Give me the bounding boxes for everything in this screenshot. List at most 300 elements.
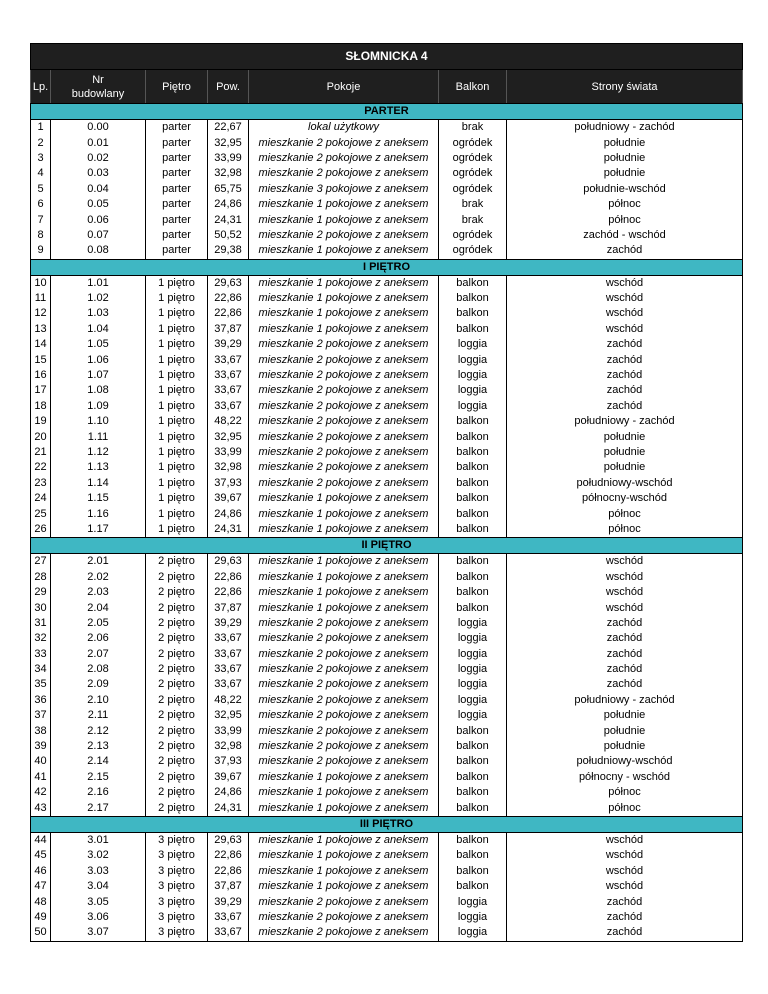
nr-budowlany-cell: 2.08 bbox=[51, 662, 146, 677]
pokoje-cell: mieszkanie 2 pokojowe z aneksem bbox=[249, 151, 439, 166]
strony-swiata-cell: zachód bbox=[507, 677, 743, 692]
pietro-cell: 3 piętro bbox=[146, 910, 208, 925]
nr-budowlany-cell: 1.06 bbox=[51, 352, 146, 367]
strony-swiata-cell: zachód - wschód bbox=[507, 228, 743, 243]
strony-swiata-cell: północ bbox=[507, 522, 743, 538]
nr-budowlany-cell: 2.10 bbox=[51, 693, 146, 708]
pokoje-cell: mieszkanie 2 pokojowe z aneksem bbox=[249, 894, 439, 909]
pow-cell: 39,29 bbox=[208, 616, 249, 631]
table-row bbox=[31, 616, 743, 631]
table-row bbox=[31, 693, 743, 708]
pietro-cell: 2 piętro bbox=[146, 785, 208, 800]
nr-budowlany-cell: 1.15 bbox=[51, 491, 146, 506]
strony-swiata-cell: południowy - zachód bbox=[507, 693, 743, 708]
strony-swiata-cell: południe bbox=[507, 429, 743, 444]
balkon-cell: ogródek bbox=[439, 228, 507, 243]
lp-cell: 2 bbox=[31, 135, 51, 150]
nr-budowlany-cell: 1.17 bbox=[51, 522, 146, 538]
pietro-cell: 1 piętro bbox=[146, 414, 208, 429]
pietro-cell: parter bbox=[146, 182, 208, 197]
pow-cell: 29,63 bbox=[208, 554, 249, 570]
balkon-cell: ogródek bbox=[439, 243, 507, 259]
strony-swiata-cell: południowy - zachód bbox=[507, 414, 743, 429]
nr-budowlany-cell: 2.13 bbox=[51, 739, 146, 754]
pietro-cell: 2 piętro bbox=[146, 600, 208, 615]
pow-cell: 32,95 bbox=[208, 135, 249, 150]
section-title: PARTER bbox=[31, 104, 743, 120]
header-nr-budowlany: Nr budowlany bbox=[51, 70, 146, 104]
nr-budowlany-cell: 1.14 bbox=[51, 476, 146, 491]
nr-budowlany-cell: 0.08 bbox=[51, 243, 146, 259]
lp-cell: 1 bbox=[31, 120, 51, 136]
table-row bbox=[31, 491, 743, 506]
nr-budowlany-cell: 1.12 bbox=[51, 445, 146, 460]
pietro-cell: 1 piętro bbox=[146, 306, 208, 321]
table-row bbox=[31, 785, 743, 800]
nr-budowlany-cell: 2.03 bbox=[51, 585, 146, 600]
pokoje-cell: mieszkanie 3 pokojowe z aneksem bbox=[249, 182, 439, 197]
balkon-cell: loggia bbox=[439, 352, 507, 367]
table-row bbox=[31, 647, 743, 662]
lp-cell: 5 bbox=[31, 182, 51, 197]
table-row bbox=[31, 677, 743, 692]
pietro-cell: 1 piętro bbox=[146, 522, 208, 538]
balkon-cell: loggia bbox=[439, 925, 507, 941]
pow-cell: 32,98 bbox=[208, 460, 249, 475]
balkon-cell: balkon bbox=[439, 429, 507, 444]
strony-swiata-cell: północ bbox=[507, 506, 743, 521]
nr-budowlany-cell: 0.00 bbox=[51, 120, 146, 136]
strony-swiata-cell: południe bbox=[507, 739, 743, 754]
table-row bbox=[31, 708, 743, 723]
pokoje-cell: mieszkanie 2 pokojowe z aneksem bbox=[249, 135, 439, 150]
balkon-cell: loggia bbox=[439, 337, 507, 352]
nr-budowlany-cell: 2.16 bbox=[51, 785, 146, 800]
strony-swiata-cell: wschód bbox=[507, 306, 743, 321]
balkon-cell: balkon bbox=[439, 506, 507, 521]
balkon-cell: loggia bbox=[439, 399, 507, 414]
lp-cell: 27 bbox=[31, 554, 51, 570]
pow-cell: 22,86 bbox=[208, 306, 249, 321]
pow-cell: 22,86 bbox=[208, 848, 249, 863]
strony-swiata-cell: zachód bbox=[507, 910, 743, 925]
balkon-cell: balkon bbox=[439, 800, 507, 816]
lp-cell: 21 bbox=[31, 445, 51, 460]
nr-budowlany-cell: 2.05 bbox=[51, 616, 146, 631]
balkon-cell: loggia bbox=[439, 368, 507, 383]
lp-cell: 10 bbox=[31, 275, 51, 291]
lp-cell: 25 bbox=[31, 506, 51, 521]
pow-cell: 37,87 bbox=[208, 600, 249, 615]
strony-swiata-cell: południe bbox=[507, 135, 743, 150]
table-row bbox=[31, 585, 743, 600]
nr-budowlany-cell: 1.03 bbox=[51, 306, 146, 321]
strony-swiata-cell: południowy-wschód bbox=[507, 754, 743, 769]
nr-budowlany-cell: 1.04 bbox=[51, 322, 146, 337]
strony-swiata-cell: północ bbox=[507, 800, 743, 816]
table-row bbox=[31, 864, 743, 879]
pow-cell: 32,95 bbox=[208, 429, 249, 444]
strony-swiata-cell: południowy - zachód bbox=[507, 120, 743, 136]
pokoje-cell: mieszkanie 1 pokojowe z aneksem bbox=[249, 864, 439, 879]
lp-cell: 24 bbox=[31, 491, 51, 506]
pow-cell: 24,31 bbox=[208, 800, 249, 816]
lp-cell: 3 bbox=[31, 151, 51, 166]
nr-budowlany-cell: 0.04 bbox=[51, 182, 146, 197]
header-row bbox=[31, 70, 743, 104]
balkon-cell: balkon bbox=[439, 491, 507, 506]
strony-swiata-cell: zachód bbox=[507, 243, 743, 259]
pow-cell: 29,38 bbox=[208, 243, 249, 259]
strony-swiata-cell: wschód bbox=[507, 291, 743, 306]
nr-budowlany-cell: 0.05 bbox=[51, 197, 146, 212]
balkon-cell: loggia bbox=[439, 894, 507, 909]
nr-budowlany-cell: 0.03 bbox=[51, 166, 146, 181]
pokoje-cell: mieszkanie 1 pokojowe z aneksem bbox=[249, 785, 439, 800]
lp-cell: 32 bbox=[31, 631, 51, 646]
pietro-cell: parter bbox=[146, 197, 208, 212]
pietro-cell: 3 piętro bbox=[146, 879, 208, 894]
strony-swiata-cell: południe bbox=[507, 166, 743, 181]
pokoje-cell: mieszkanie 1 pokojowe z aneksem bbox=[249, 306, 439, 321]
pietro-cell: 1 piętro bbox=[146, 275, 208, 291]
table-row bbox=[31, 368, 743, 383]
nr-budowlany-cell: 0.06 bbox=[51, 212, 146, 227]
nr-budowlany-cell: 1.16 bbox=[51, 506, 146, 521]
strony-swiata-cell: zachód bbox=[507, 337, 743, 352]
lp-cell: 16 bbox=[31, 368, 51, 383]
table-row bbox=[31, 460, 743, 475]
pow-cell: 33,67 bbox=[208, 647, 249, 662]
pow-cell: 50,52 bbox=[208, 228, 249, 243]
header-strony-swiata: Strony świata bbox=[507, 70, 743, 104]
pow-cell: 24,86 bbox=[208, 785, 249, 800]
nr-budowlany-cell: 2.06 bbox=[51, 631, 146, 646]
lp-cell: 42 bbox=[31, 785, 51, 800]
strony-swiata-cell: zachód bbox=[507, 925, 743, 941]
balkon-cell: loggia bbox=[439, 677, 507, 692]
lp-cell: 12 bbox=[31, 306, 51, 321]
lp-cell: 35 bbox=[31, 677, 51, 692]
table-row bbox=[31, 166, 743, 181]
nr-budowlany-cell: 3.05 bbox=[51, 894, 146, 909]
pow-cell: 22,86 bbox=[208, 864, 249, 879]
pietro-cell: 3 piętro bbox=[146, 894, 208, 909]
table-row bbox=[31, 322, 743, 337]
pokoje-cell: mieszkanie 1 pokojowe z aneksem bbox=[249, 491, 439, 506]
balkon-cell: loggia bbox=[439, 693, 507, 708]
balkon-cell: balkon bbox=[439, 723, 507, 738]
strony-swiata-cell: północny - wschód bbox=[507, 770, 743, 785]
nr-budowlany-cell: 2.01 bbox=[51, 554, 146, 570]
lp-cell: 46 bbox=[31, 864, 51, 879]
pokoje-cell: mieszkanie 2 pokojowe z aneksem bbox=[249, 166, 439, 181]
balkon-cell: brak bbox=[439, 120, 507, 136]
lp-cell: 43 bbox=[31, 800, 51, 816]
strony-swiata-cell: zachód bbox=[507, 647, 743, 662]
pokoje-cell: mieszkanie 1 pokojowe z aneksem bbox=[249, 506, 439, 521]
strony-swiata-cell: wschód bbox=[507, 600, 743, 615]
table-row bbox=[31, 739, 743, 754]
nr-budowlany-cell: 1.10 bbox=[51, 414, 146, 429]
lp-cell: 20 bbox=[31, 429, 51, 444]
lp-cell: 18 bbox=[31, 399, 51, 414]
pietro-cell: 1 piętro bbox=[146, 460, 208, 475]
balkon-cell: balkon bbox=[439, 770, 507, 785]
nr-budowlany-cell: 0.07 bbox=[51, 228, 146, 243]
lp-cell: 34 bbox=[31, 662, 51, 677]
strony-swiata-cell: zachód bbox=[507, 352, 743, 367]
pow-cell: 24,86 bbox=[208, 197, 249, 212]
pietro-cell: 3 piętro bbox=[146, 832, 208, 848]
pokoje-cell: mieszkanie 1 pokojowe z aneksem bbox=[249, 275, 439, 291]
lp-cell: 49 bbox=[31, 910, 51, 925]
pokoje-cell: mieszkanie 2 pokojowe z aneksem bbox=[249, 662, 439, 677]
document bbox=[30, 43, 742, 942]
pietro-cell: 2 piętro bbox=[146, 693, 208, 708]
nr-budowlany-cell: 2.12 bbox=[51, 723, 146, 738]
lp-cell: 45 bbox=[31, 848, 51, 863]
balkon-cell: ogródek bbox=[439, 135, 507, 150]
table-row bbox=[31, 770, 743, 785]
table-row bbox=[31, 476, 743, 491]
pow-cell: 37,93 bbox=[208, 476, 249, 491]
table-row bbox=[31, 212, 743, 227]
pietro-cell: 2 piętro bbox=[146, 647, 208, 662]
pokoje-cell: mieszkanie 1 pokojowe z aneksem bbox=[249, 243, 439, 259]
balkon-cell: balkon bbox=[439, 785, 507, 800]
lp-cell: 44 bbox=[31, 832, 51, 848]
pow-cell: 39,67 bbox=[208, 491, 249, 506]
pokoje-cell: mieszkanie 1 pokojowe z aneksem bbox=[249, 770, 439, 785]
pow-cell: 33,67 bbox=[208, 399, 249, 414]
pokoje-cell: mieszkanie 2 pokojowe z aneksem bbox=[249, 677, 439, 692]
lp-cell: 31 bbox=[31, 616, 51, 631]
pow-cell: 65,75 bbox=[208, 182, 249, 197]
pokoje-cell: mieszkanie 2 pokojowe z aneksem bbox=[249, 910, 439, 925]
table-row bbox=[31, 848, 743, 863]
balkon-cell: loggia bbox=[439, 910, 507, 925]
pietro-cell: 1 piętro bbox=[146, 322, 208, 337]
section-header-row bbox=[31, 538, 743, 554]
lp-cell: 47 bbox=[31, 879, 51, 894]
table-row bbox=[31, 445, 743, 460]
pow-cell: 29,63 bbox=[208, 275, 249, 291]
pietro-cell: 3 piętro bbox=[146, 925, 208, 941]
table-row bbox=[31, 228, 743, 243]
pietro-cell: 3 piętro bbox=[146, 864, 208, 879]
nr-budowlany-cell: 2.17 bbox=[51, 800, 146, 816]
balkon-cell: balkon bbox=[439, 879, 507, 894]
pietro-cell: parter bbox=[146, 212, 208, 227]
pietro-cell: 2 piętro bbox=[146, 616, 208, 631]
table-row bbox=[31, 135, 743, 150]
balkon-cell: loggia bbox=[439, 647, 507, 662]
balkon-cell: balkon bbox=[439, 322, 507, 337]
pokoje-cell: mieszkanie 1 pokojowe z aneksem bbox=[249, 522, 439, 538]
pokoje-cell: mieszkanie 1 pokojowe z aneksem bbox=[249, 322, 439, 337]
pow-cell: 33,67 bbox=[208, 368, 249, 383]
pow-cell: 24,86 bbox=[208, 506, 249, 521]
lp-cell: 15 bbox=[31, 352, 51, 367]
pow-cell: 32,98 bbox=[208, 166, 249, 181]
apartments-table bbox=[30, 43, 743, 942]
nr-budowlany-cell: 2.15 bbox=[51, 770, 146, 785]
table-row bbox=[31, 894, 743, 909]
pietro-cell: 1 piętro bbox=[146, 429, 208, 444]
strony-swiata-cell: południe-wschód bbox=[507, 182, 743, 197]
lp-cell: 33 bbox=[31, 647, 51, 662]
table-row bbox=[31, 243, 743, 259]
strony-swiata-cell: wschód bbox=[507, 864, 743, 879]
balkon-cell: balkon bbox=[439, 570, 507, 585]
pokoje-cell: mieszkanie 1 pokojowe z aneksem bbox=[249, 800, 439, 816]
pow-cell: 33,67 bbox=[208, 662, 249, 677]
table-row bbox=[31, 414, 743, 429]
nr-budowlany-cell: 3.04 bbox=[51, 879, 146, 894]
nr-budowlany-cell: 2.04 bbox=[51, 600, 146, 615]
pietro-cell: 2 piętro bbox=[146, 723, 208, 738]
pietro-cell: parter bbox=[146, 135, 208, 150]
balkon-cell: balkon bbox=[439, 306, 507, 321]
strony-swiata-cell: zachód bbox=[507, 631, 743, 646]
strony-swiata-cell: północ bbox=[507, 212, 743, 227]
table-row bbox=[31, 910, 743, 925]
pietro-cell: 2 piętro bbox=[146, 677, 208, 692]
balkon-cell: ogródek bbox=[439, 166, 507, 181]
table-row bbox=[31, 506, 743, 521]
table-title: SŁOMNICKA 4 bbox=[31, 44, 743, 70]
pietro-cell: 1 piętro bbox=[146, 399, 208, 414]
header-pokoje: Pokoje bbox=[249, 70, 439, 104]
strony-swiata-cell: południe bbox=[507, 708, 743, 723]
balkon-cell: balkon bbox=[439, 414, 507, 429]
table-row bbox=[31, 429, 743, 444]
pokoje-cell: mieszkanie 1 pokojowe z aneksem bbox=[249, 554, 439, 570]
nr-budowlany-cell: 3.06 bbox=[51, 910, 146, 925]
pietro-cell: 1 piętro bbox=[146, 337, 208, 352]
nr-budowlany-cell: 1.09 bbox=[51, 399, 146, 414]
pow-cell: 33,99 bbox=[208, 151, 249, 166]
pow-cell: 33,67 bbox=[208, 631, 249, 646]
table-row bbox=[31, 662, 743, 677]
pow-cell: 33,67 bbox=[208, 677, 249, 692]
table-row bbox=[31, 570, 743, 585]
pokoje-cell: mieszkanie 1 pokojowe z aneksem bbox=[249, 212, 439, 227]
table-row bbox=[31, 522, 743, 538]
lp-cell: 29 bbox=[31, 585, 51, 600]
table-row bbox=[31, 291, 743, 306]
pokoje-cell: mieszkanie 2 pokojowe z aneksem bbox=[249, 399, 439, 414]
balkon-cell: loggia bbox=[439, 631, 507, 646]
pokoje-cell: mieszkanie 1 pokojowe z aneksem bbox=[249, 848, 439, 863]
balkon-cell: balkon bbox=[439, 291, 507, 306]
pietro-cell: parter bbox=[146, 120, 208, 136]
pow-cell: 39,29 bbox=[208, 337, 249, 352]
pietro-cell: 2 piętro bbox=[146, 662, 208, 677]
lp-cell: 19 bbox=[31, 414, 51, 429]
table-row bbox=[31, 120, 743, 136]
pietro-cell: 2 piętro bbox=[146, 754, 208, 769]
strony-swiata-cell: wschód bbox=[507, 832, 743, 848]
nr-budowlany-cell: 3.03 bbox=[51, 864, 146, 879]
pow-cell: 22,86 bbox=[208, 291, 249, 306]
pokoje-cell: mieszkanie 2 pokojowe z aneksem bbox=[249, 352, 439, 367]
balkon-cell: balkon bbox=[439, 739, 507, 754]
table-row bbox=[31, 306, 743, 321]
pietro-cell: 2 piętro bbox=[146, 739, 208, 754]
nr-budowlany-cell: 0.02 bbox=[51, 151, 146, 166]
pietro-cell: 1 piętro bbox=[146, 506, 208, 521]
nr-budowlany-cell: 2.14 bbox=[51, 754, 146, 769]
balkon-cell: brak bbox=[439, 212, 507, 227]
section-header-row bbox=[31, 104, 743, 120]
strony-swiata-cell: zachód bbox=[507, 368, 743, 383]
table-row bbox=[31, 554, 743, 570]
table-row bbox=[31, 182, 743, 197]
balkon-cell: balkon bbox=[439, 460, 507, 475]
pietro-cell: 1 piętro bbox=[146, 352, 208, 367]
pietro-cell: parter bbox=[146, 228, 208, 243]
balkon-cell: balkon bbox=[439, 585, 507, 600]
nr-budowlany-cell: 3.01 bbox=[51, 832, 146, 848]
nr-budowlany-cell: 0.01 bbox=[51, 135, 146, 150]
strony-swiata-cell: północ bbox=[507, 785, 743, 800]
strony-swiata-cell: wschód bbox=[507, 275, 743, 291]
pokoje-cell: mieszkanie 1 pokojowe z aneksem bbox=[249, 879, 439, 894]
pietro-cell: parter bbox=[146, 243, 208, 259]
pow-cell: 33,67 bbox=[208, 925, 249, 941]
pokoje-cell: mieszkanie 1 pokojowe z aneksem bbox=[249, 585, 439, 600]
pietro-cell: 2 piętro bbox=[146, 770, 208, 785]
pietro-cell: 1 piętro bbox=[146, 476, 208, 491]
pietro-cell: 2 piętro bbox=[146, 585, 208, 600]
pokoje-cell: mieszkanie 1 pokojowe z aneksem bbox=[249, 832, 439, 848]
nr-budowlany-cell: 3.07 bbox=[51, 925, 146, 941]
nr-budowlany-cell: 2.02 bbox=[51, 570, 146, 585]
balkon-cell: ogródek bbox=[439, 182, 507, 197]
lp-cell: 28 bbox=[31, 570, 51, 585]
nr-budowlany-cell: 1.05 bbox=[51, 337, 146, 352]
pow-cell: 32,95 bbox=[208, 708, 249, 723]
lp-cell: 39 bbox=[31, 739, 51, 754]
lp-cell: 9 bbox=[31, 243, 51, 259]
strony-swiata-cell: zachód bbox=[507, 383, 743, 398]
pokoje-cell: lokal użytkowy bbox=[249, 120, 439, 136]
pokoje-cell: mieszkanie 2 pokojowe z aneksem bbox=[249, 429, 439, 444]
lp-cell: 36 bbox=[31, 693, 51, 708]
pietro-cell: 2 piętro bbox=[146, 570, 208, 585]
balkon-cell: loggia bbox=[439, 708, 507, 723]
lp-cell: 26 bbox=[31, 522, 51, 538]
balkon-cell: balkon bbox=[439, 600, 507, 615]
strony-swiata-cell: północ bbox=[507, 197, 743, 212]
table-row bbox=[31, 399, 743, 414]
pietro-cell: parter bbox=[146, 151, 208, 166]
pow-cell: 39,29 bbox=[208, 894, 249, 909]
pietro-cell: 2 piętro bbox=[146, 708, 208, 723]
lp-cell: 14 bbox=[31, 337, 51, 352]
balkon-cell: loggia bbox=[439, 383, 507, 398]
table-row bbox=[31, 754, 743, 769]
lp-cell: 4 bbox=[31, 166, 51, 181]
lp-cell: 22 bbox=[31, 460, 51, 475]
header-balkon: Balkon bbox=[439, 70, 507, 104]
lp-cell: 37 bbox=[31, 708, 51, 723]
table-row bbox=[31, 383, 743, 398]
pietro-cell: 2 piętro bbox=[146, 631, 208, 646]
balkon-cell: balkon bbox=[439, 476, 507, 491]
